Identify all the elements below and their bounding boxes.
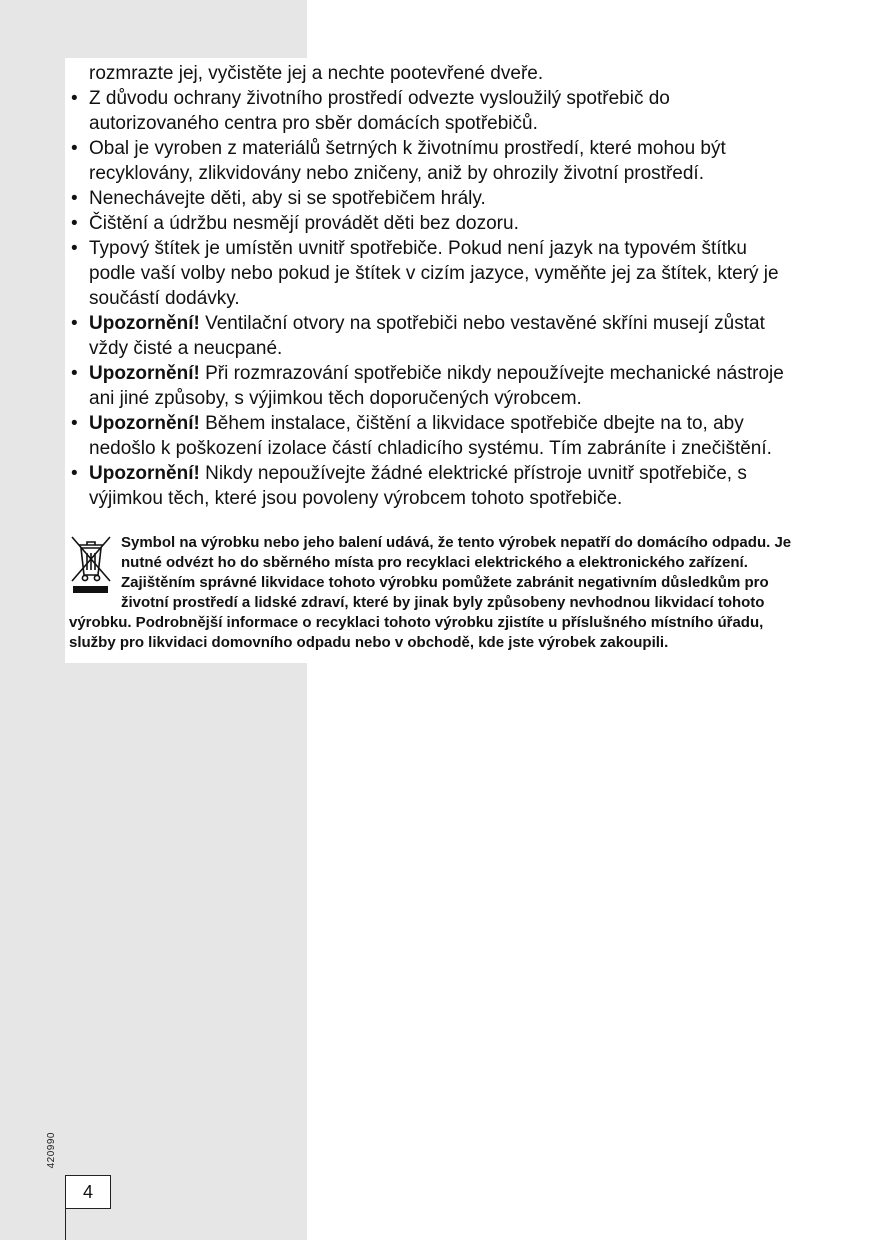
list-item	[65, 86, 797, 136]
page-number: 4	[65, 1175, 111, 1209]
item-text: rozmrazte jej, vyčistěte jej a nechte pootevřené dveře.	[89, 63, 544, 84]
instruction-list	[65, 61, 797, 511]
list-item	[65, 461, 797, 511]
list-item	[65, 211, 797, 236]
weee-text: Symbol na výrobku nebo jeho balení udává, že tento výrobek nepatří do domácího odpadu. Je nutné odvézt ho do sběrného místa pro recyklaci elektrického a elektronického zařízení. Zajištěním správné likvidace tohoto výrobku pomůžete zabránit negativním důsledkům pro životní prostředí a lidské zdraví, které by jinak byly způsobeny nevhodnou likvidací tohoto výrobku. Podrobnější informace o recyklaci tohoto výrobku zjistíte u příslušného místního úřadu, služby pro likvidaci domovního odpadu nebo v obchodě, kde jste výrobek zakoupili.	[69, 534, 792, 651]
warning-label: Upozornění!	[89, 413, 200, 434]
list-item	[65, 311, 797, 361]
item-text: Nenechávejte děti, aby si se spotřebičem hrály.	[89, 188, 486, 209]
safety-instructions	[65, 58, 805, 663]
list-item	[65, 411, 797, 461]
page-divider-line	[65, 1209, 66, 1240]
document-code: 420990	[46, 1132, 57, 1169]
item-text: Nikdy nepoužívejte žádné elektrické přístroje uvnitř spotřebiče, s výjimkou těch, které jsou povoleny výrobcem tohoto spotřebiče.	[89, 463, 747, 509]
item-text: Při rozmrazování spotřebiče nikdy nepoužívejte mechanické nástroje ani jiné způsoby, s výjimkou těch doporučených výrobcem.	[89, 363, 784, 409]
item-text: Ventilační otvory na spotřebiči nebo vestavěné skříni musejí zůstat vždy čisté a neucpané.	[89, 313, 765, 359]
weee-disposal-notice	[65, 533, 797, 653]
item-text: Čištění a údržbu nesmějí provádět děti bez dozoru.	[89, 213, 519, 234]
item-text: Obal je vyroben z materiálů šetrných k životnímu prostředí, které mohou být recyklovány, zlikvidovány nebo zničeny, aniž by ohrozily životní prostředí.	[89, 138, 726, 184]
warning-label: Upozornění!	[89, 363, 200, 384]
crossed-out-wheelie-bin-icon	[69, 533, 113, 597]
item-text: Během instalace, čištění a likvidace spotřebiče dbejte na to, aby nedošlo k poškození izolace částí chladicího systému. Tím zabráníte i znečištění.	[89, 413, 772, 459]
warning-label: Upozornění!	[89, 463, 200, 484]
item-text: Typový štítek je umístěn uvnitř spotřebiče. Pokud není jazyk na typovém štítku podle vaší volby nebo pokud je štítek v cizím jazyce, vyměňte jej za štítek, který je součástí dodávky.	[89, 238, 779, 309]
list-item	[65, 186, 797, 211]
list-item	[65, 236, 797, 311]
list-item	[65, 61, 797, 86]
warning-label: Upozornění!	[89, 313, 200, 334]
list-item	[65, 361, 797, 411]
item-text: Z důvodu ochrany životního prostředí odvezte vysloužilý spotřebič do autorizovaného centra pro sběr domácích spotřebičů.	[89, 88, 670, 134]
list-item	[65, 136, 797, 186]
